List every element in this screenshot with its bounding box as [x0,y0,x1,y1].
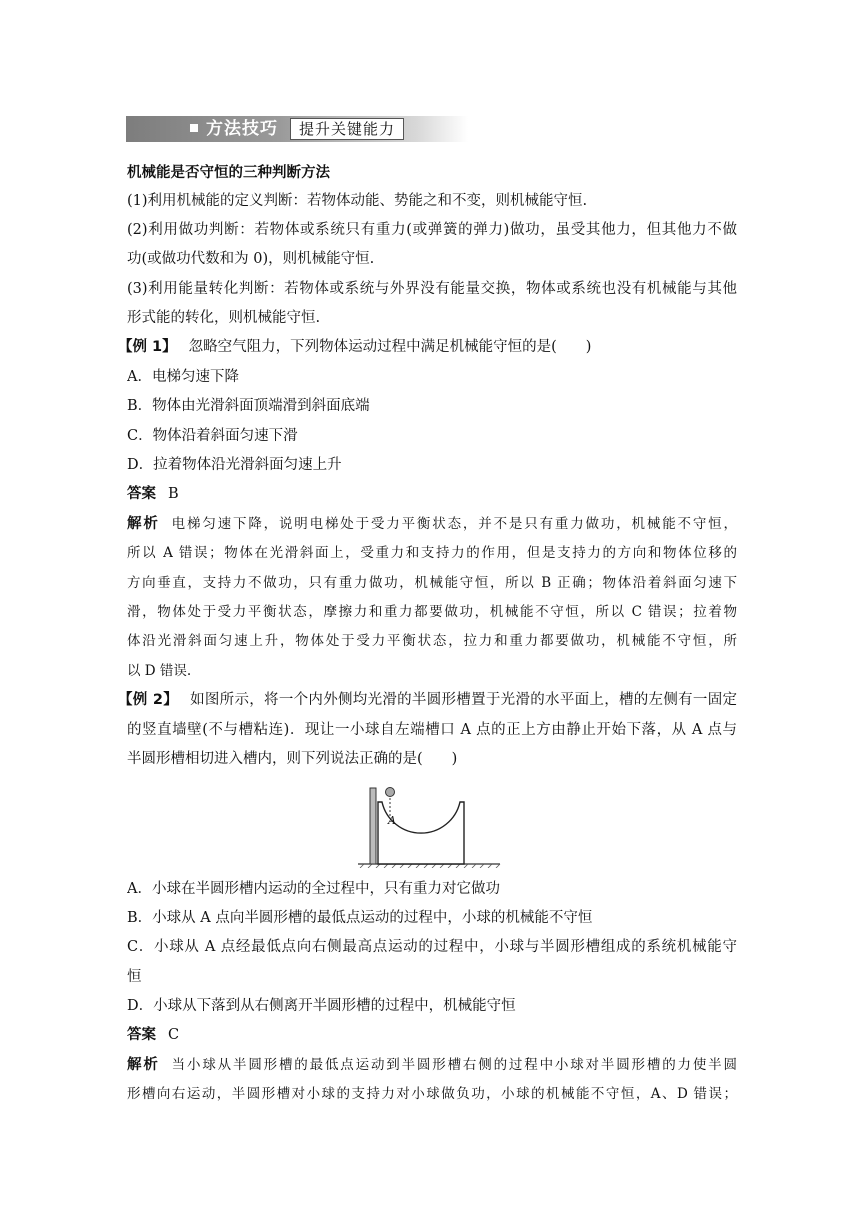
example-2-option-c-line-2: 恒 [127,969,142,985]
method-2-line-1: (2)利用做功判断：若物体或系统只有重力(或弹簧的弹力)做功，虽受其他力，但其他力不做 [127,222,737,238]
example-2-question-text-1: 如图所示，将一个内外侧均光滑的半圆形槽置于光滑的水平面上，槽的左侧有一固定 [190,692,737,708]
example-1-answer [127,484,737,504]
example-1-answer-label: 答案 [127,486,156,502]
example-2-analysis-text-1: 当小球从半圆形槽的最低点运动到半圆形槽右侧的过程中小球对半圆形槽的力使半圆 [171,1057,737,1073]
semicircular-groove-figure [356,784,502,868]
example-1-tag: 【例 1】 [118,339,177,355]
example-1-analysis-line-6: 以 D 错误. [127,663,192,679]
point-a-label: A [388,814,396,827]
example-1-option-a: A．电梯匀速下降 [127,369,239,385]
example-2-analysis-line-2: 形槽向右运动，半圆形槽对小球的支持力对小球做负功，小球的机械能不守恒，A、D 错误； [127,1086,737,1102]
banner-subtitle: 提升关键能力 [290,118,404,140]
example-1-question [118,337,728,357]
small-ball [386,788,395,797]
example-2-analysis-label: 解析 [127,1057,160,1073]
method-1: (1)利用机械能的定义判断：若物体动能、势能之和不变，则机械能守恒. [127,193,588,209]
example-1-option-d: D．拉着物体沿光滑斜面匀速上升 [127,457,342,473]
example-1-analysis-label: 解析 [127,516,160,532]
example-2-answer-value: C [168,1027,180,1043]
example-1-answer-value: B [168,486,179,502]
example-1-analysis-line-3: 方向垂直，支持力不做功，只有重力做功，机械能守恒，所以 B 正确；物体沿着斜面匀速下 [127,575,737,591]
example-1-option-b: B．物体由光滑斜面顶端滑到斜面底端 [127,398,370,414]
example-1-analysis-line-5: 体沿光滑斜面匀速上升，物体处于受力平衡状态，拉力和重力都要做功，机械能不守恒，所 [127,633,737,649]
example-1-question-text: 忽略空气阻力，下列物体运动过程中满足机械能守恒的是( ) [188,339,592,355]
example-2-option-c-line-1: C．小球从 A 点经最低点向右侧最高点运动的过程中，小球与半圆形槽组成的系统机械能守 [127,939,737,955]
example-2-question-line-3: 半圆形槽相切进入槽内，则下列说法正确的是( ) [127,751,458,767]
example-2-option-d: D．小球从下落到从右侧离开半圆形槽的过程中，机械能守恒 [127,998,516,1014]
example-1-analysis-line-4: 滑，物体处于受力平衡状态，摩擦力和重力都要做功，机械能不守恒，所以 C 错误；拉着物 [127,604,737,620]
example-2-option-b: B．小球从 A 点向半圆形槽的最低点运动的过程中，小球的机械能不守恒 [127,910,593,926]
method-3-line-2: 形式能的转化，则机械能守恒. [127,310,321,326]
example-2-option-a: A．小球在半圆形槽内运动的全过程中，只有重力对它做功 [127,881,500,897]
example-2-question-line-2: 的竖直墙壁(不与槽粘连)．现让一小球自左端槽口 A 点的正上方由静止开始下落，从 A 点与 [127,722,737,738]
example-2-answer [127,1025,737,1045]
example-2-tag: 【例 2】 [118,692,179,708]
method-3-line-1: (3)利用能量转化判断：若物体或系统与外界没有能量交换，物体或系统也没有机械能与其他 [127,281,737,297]
example-1-analysis-line-2: 所以 A 错误；物体在光滑斜面上，受重力和支持力的作用，但是支持力的方向和物体位移的 [127,545,737,561]
example-1-analysis-text-1: 电梯匀速下降，说明电梯处于受力平衡状态，并不是只有重力做功，机械能不守恒， [171,516,737,532]
banner-title: 方法技巧 [206,119,278,139]
example-2-answer-label: 答案 [127,1027,156,1043]
section-heading: 机械能是否守恒的三种判断方法 [127,165,330,181]
square-bullet-icon [190,124,198,132]
semicircular-groove [378,802,464,864]
example-1-option-c: C．物体沿着斜面匀速下滑 [127,428,298,444]
vertical-wall [370,788,376,864]
example-2-question-line-1 [118,690,737,710]
example-2-analysis-line-1 [127,1055,737,1075]
example-1-analysis-line-1 [127,514,737,534]
section-banner [126,116,468,142]
method-2-line-2: 功(或做功代数和为 0)，则机械能守恒. [127,251,375,267]
